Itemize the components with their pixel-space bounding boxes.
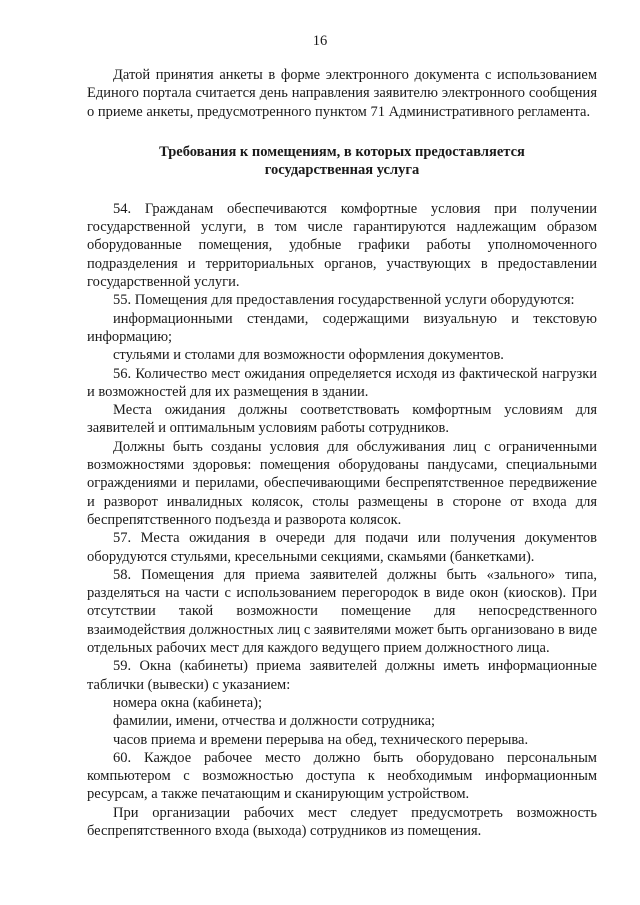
paragraph-58: 58. Помещения для приема заявителей должны быть «зального» типа, разделяться на части с использованием перегородок в виде окон (киосков). При отсутствии такой возможности помещение для непосредственного взаимодействия должностных лиц с заявителями может быть организовано в виде отдельных рабочих мест для каждого ведущего прием должностного лица. [87, 566, 597, 657]
paragraph-59-item-hours: часов приема и времени перерыва на обед, технического перерыва. [113, 731, 529, 748]
paragraph-59-item-name: фамилии, имени, отчества и должности сотрудника; [113, 713, 436, 730]
paragraph-60-workplaces: При организации рабочих мест следует предусмотреть возможность беспрепятственного входа (выхода) сотрудников из помещения. [87, 804, 597, 839]
document-body [87, 66, 597, 840]
page-number: 16 [312, 33, 328, 49]
paragraph-55: 55. Помещения для предоставления государственной услуги оборудуются: [113, 292, 575, 309]
paragraph-56-accessibility: Должны быть созданы условия для обслуживания лиц с ограниченными возможностями здоровья: помещения оборудованы пандусами, специальными ограждениями и перилами, обеспечивающими беспрепятственное передвижение и разворот инвалидных колясок, столы размещены в стороне от входа для беспрепятственного подъезда и разворота колясок. [87, 438, 597, 528]
paragraph-55-item-stands: информационными стендами, содержащими визуальную и текстовую информацию; [87, 310, 597, 345]
paragraph-59: 59. Окна (кабинеты) приема заявителей должны иметь информационные таблички (вывески) с указанием: [87, 658, 597, 693]
intro-paragraph: Датой принятия анкеты в форме электронного документа с использованием Единого портала считается день направления заявителю электронного сообщения о приеме анкеты, предусмотренного пунктом 71 Административного регламента. [87, 67, 597, 120]
paragraph-60: 60. Каждое рабочее место должно быть оборудовано персональным компьютером с возможностью доступа к необходимым информационным ресурсам, а также печатающим и сканирующим устройством. [87, 749, 597, 803]
paragraph-56-waiting-places: Места ожидания должны соответствовать комфортным условиям для заявителей и оптимальным условиям работы сотрудников. [87, 402, 597, 437]
paragraph-55-item-chairs: стульями и столами для возможности оформления документов. [113, 347, 504, 364]
paragraph-56: 56. Количество мест ожидания определяется исходя из фактической нагрузки и возможностей для их размещения в здании. [87, 365, 597, 400]
section-heading-line-2: государственная услуга [264, 162, 420, 179]
section-heading [87, 143, 597, 180]
paragraph-59-item-window: номера окна (кабинета); [113, 694, 263, 711]
paragraph-54: 54. Гражданам обеспечиваются комфортные условия при получении государственной услуги, в том числе гарантируются надлежащим образом оборудованные помещения, удобные графики работы уполномоченного подразделения и территориальных органов, участвующих в предоставлении государственной услуги. [87, 200, 597, 291]
section-heading-line-1: Требования к помещениям, в которых предоставляется [159, 143, 525, 160]
paragraph-57: 57. Места ожидания в очереди для подачи или получения документов оборудуются стульями, кресельными секциями, скамьями (банкетками). [87, 530, 597, 565]
